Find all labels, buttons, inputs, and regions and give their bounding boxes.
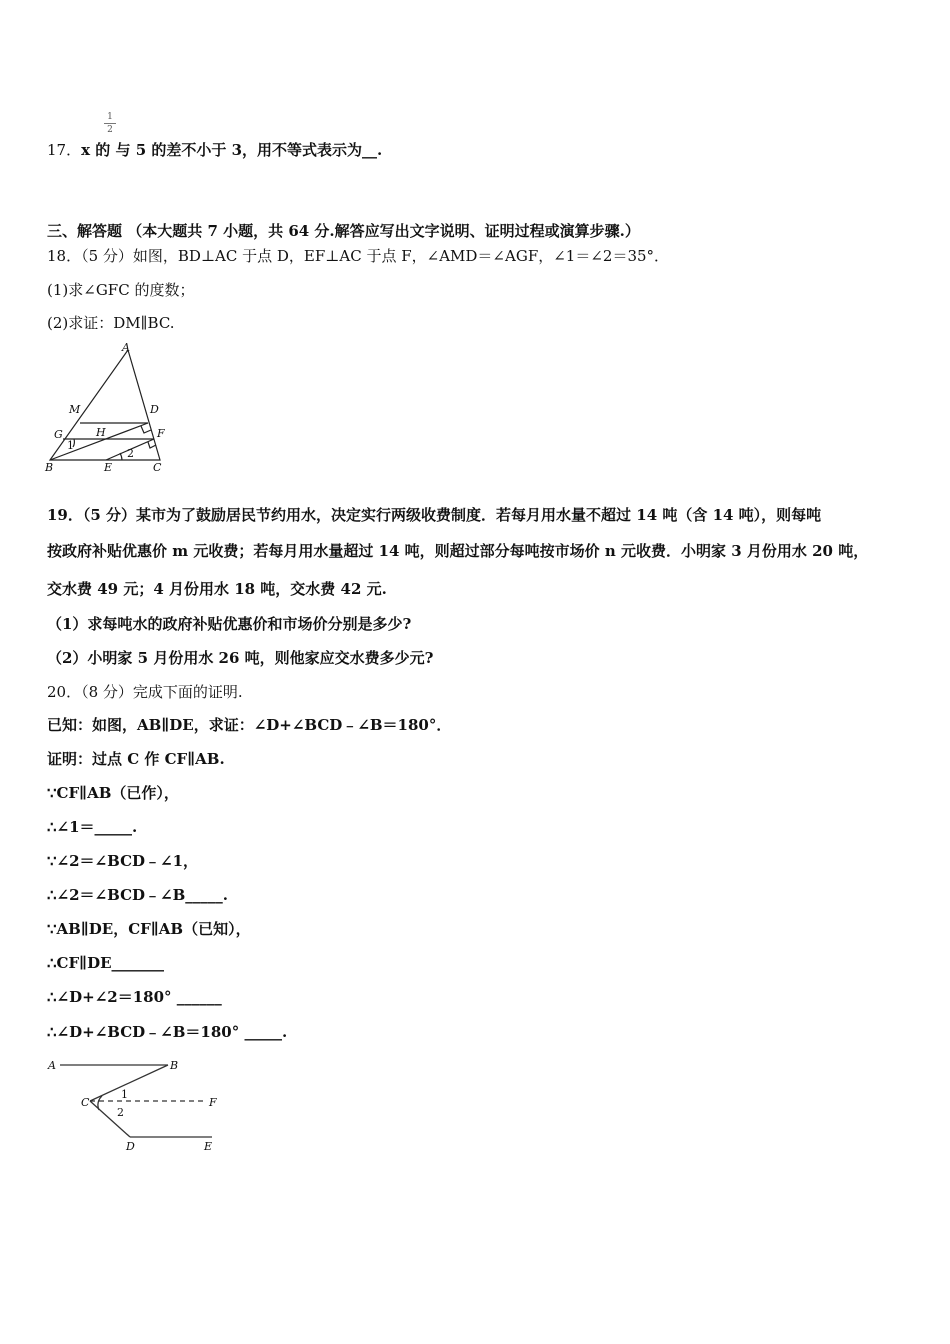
q18-part2: (2)求证：DM∥BC. — [47, 314, 175, 332]
q20-parallel-figure — [42, 1053, 232, 1158]
label-e: E — [104, 461, 113, 474]
section-3-title: 三、解答题 （本大题共 7 小题，共 64 分.解答应写出文字说明、证明过程或演算步骤.） — [47, 222, 640, 240]
label-b: B — [45, 461, 54, 474]
label-g: G — [54, 428, 63, 441]
label-f: F — [157, 427, 165, 440]
q20-step-4: ∴∠2＝∠BCD﹣∠B_____. — [47, 886, 228, 904]
q18-stem: 18．（5 分）如图，BD⊥AC 于点 D，EF⊥AC 于点 F，∠AMD＝∠AGF，∠1＝∠2＝35°． — [47, 247, 670, 265]
q20-step-2: ∴∠1＝_____. — [47, 818, 138, 836]
label-e: E — [204, 1140, 213, 1153]
label-d: D — [126, 1140, 135, 1153]
label-angle-1: 1 — [121, 1088, 128, 1101]
label-b: B — [170, 1059, 179, 1072]
q20-stem: 20．（8 分）完成下面的证明. — [47, 683, 243, 701]
q17-number: 17． — [47, 141, 82, 159]
label-d: D — [150, 403, 159, 416]
q20-step-7: ∴∠D+∠2＝180° ______ — [47, 988, 222, 1006]
label-angle-2: 2 — [117, 1106, 124, 1119]
label-angle-1: 1 — [67, 439, 74, 452]
segment-cd — [90, 1101, 130, 1137]
fraction-denominator: 2 — [107, 125, 113, 135]
q20-given: 已知：如图，AB∥DE，求证：∠D+∠BCD﹣∠B＝180°． — [47, 716, 452, 734]
q20-step-5: ∵AB∥DE，CF∥AB（已知）， — [47, 920, 251, 938]
fraction-bar — [104, 123, 116, 124]
q20-step-8: ∴∠D+∠BCD﹣∠B＝180° _____. — [47, 1023, 288, 1041]
label-angle-2: 2 — [127, 447, 134, 460]
q19-line2: 按政府补贴优惠价 m 元收费；若每月用水量超过 14 吨，则超过部分每吨按市场价 n 元收费．小明家 3 月份用水 20 吨， — [47, 542, 869, 560]
fraction-one-half — [104, 112, 116, 135]
right-angle-mark-d — [141, 426, 151, 433]
q18-part1: (1)求∠GFC 的度数； — [47, 281, 195, 299]
q19-part2: （2）小明家 5 月份用水 26 吨，则他家应交水费多少元? — [47, 649, 434, 667]
label-c: C — [153, 461, 162, 474]
label-a: A — [122, 341, 130, 354]
q17-text: x 的 与 5 的差不小于 3，用不等式表示为__. — [81, 141, 383, 159]
segment-bc — [90, 1065, 168, 1101]
angle-arc — [98, 1096, 102, 1110]
label-h: H — [96, 426, 106, 439]
label-f: F — [209, 1096, 217, 1109]
q19-part1: （1）求每吨水的政府补贴优惠价和市场价分别是多少? — [47, 615, 412, 633]
label-m: M — [69, 403, 81, 416]
q18-triangle-figure — [40, 340, 180, 475]
fraction-numerator: 1 — [107, 112, 113, 122]
q20-step-1: ∵CF∥AB（已作）， — [47, 784, 179, 802]
q20-proof-intro: 证明：过点 C 作 CF∥AB. — [47, 750, 225, 768]
label-a: A — [48, 1059, 56, 1072]
q20-step-3: ∵∠2＝∠BCD﹣∠1， — [47, 852, 199, 870]
q17-line — [47, 140, 382, 160]
angle-2-arc — [120, 453, 122, 460]
label-c: C — [81, 1096, 90, 1109]
q19-line3: 交水费 49 元；4 月份用水 18 吨，交水费 42 元. — [47, 580, 387, 598]
q19-line1: 19．（5 分）某市为了鼓励居民节约用水，决定实行两级收费制度．若每月用水量不超过 14 吨（含 14 吨），则每吨 — [47, 506, 822, 524]
q20-step-6: ∴CF∥DE_______ — [47, 954, 165, 972]
